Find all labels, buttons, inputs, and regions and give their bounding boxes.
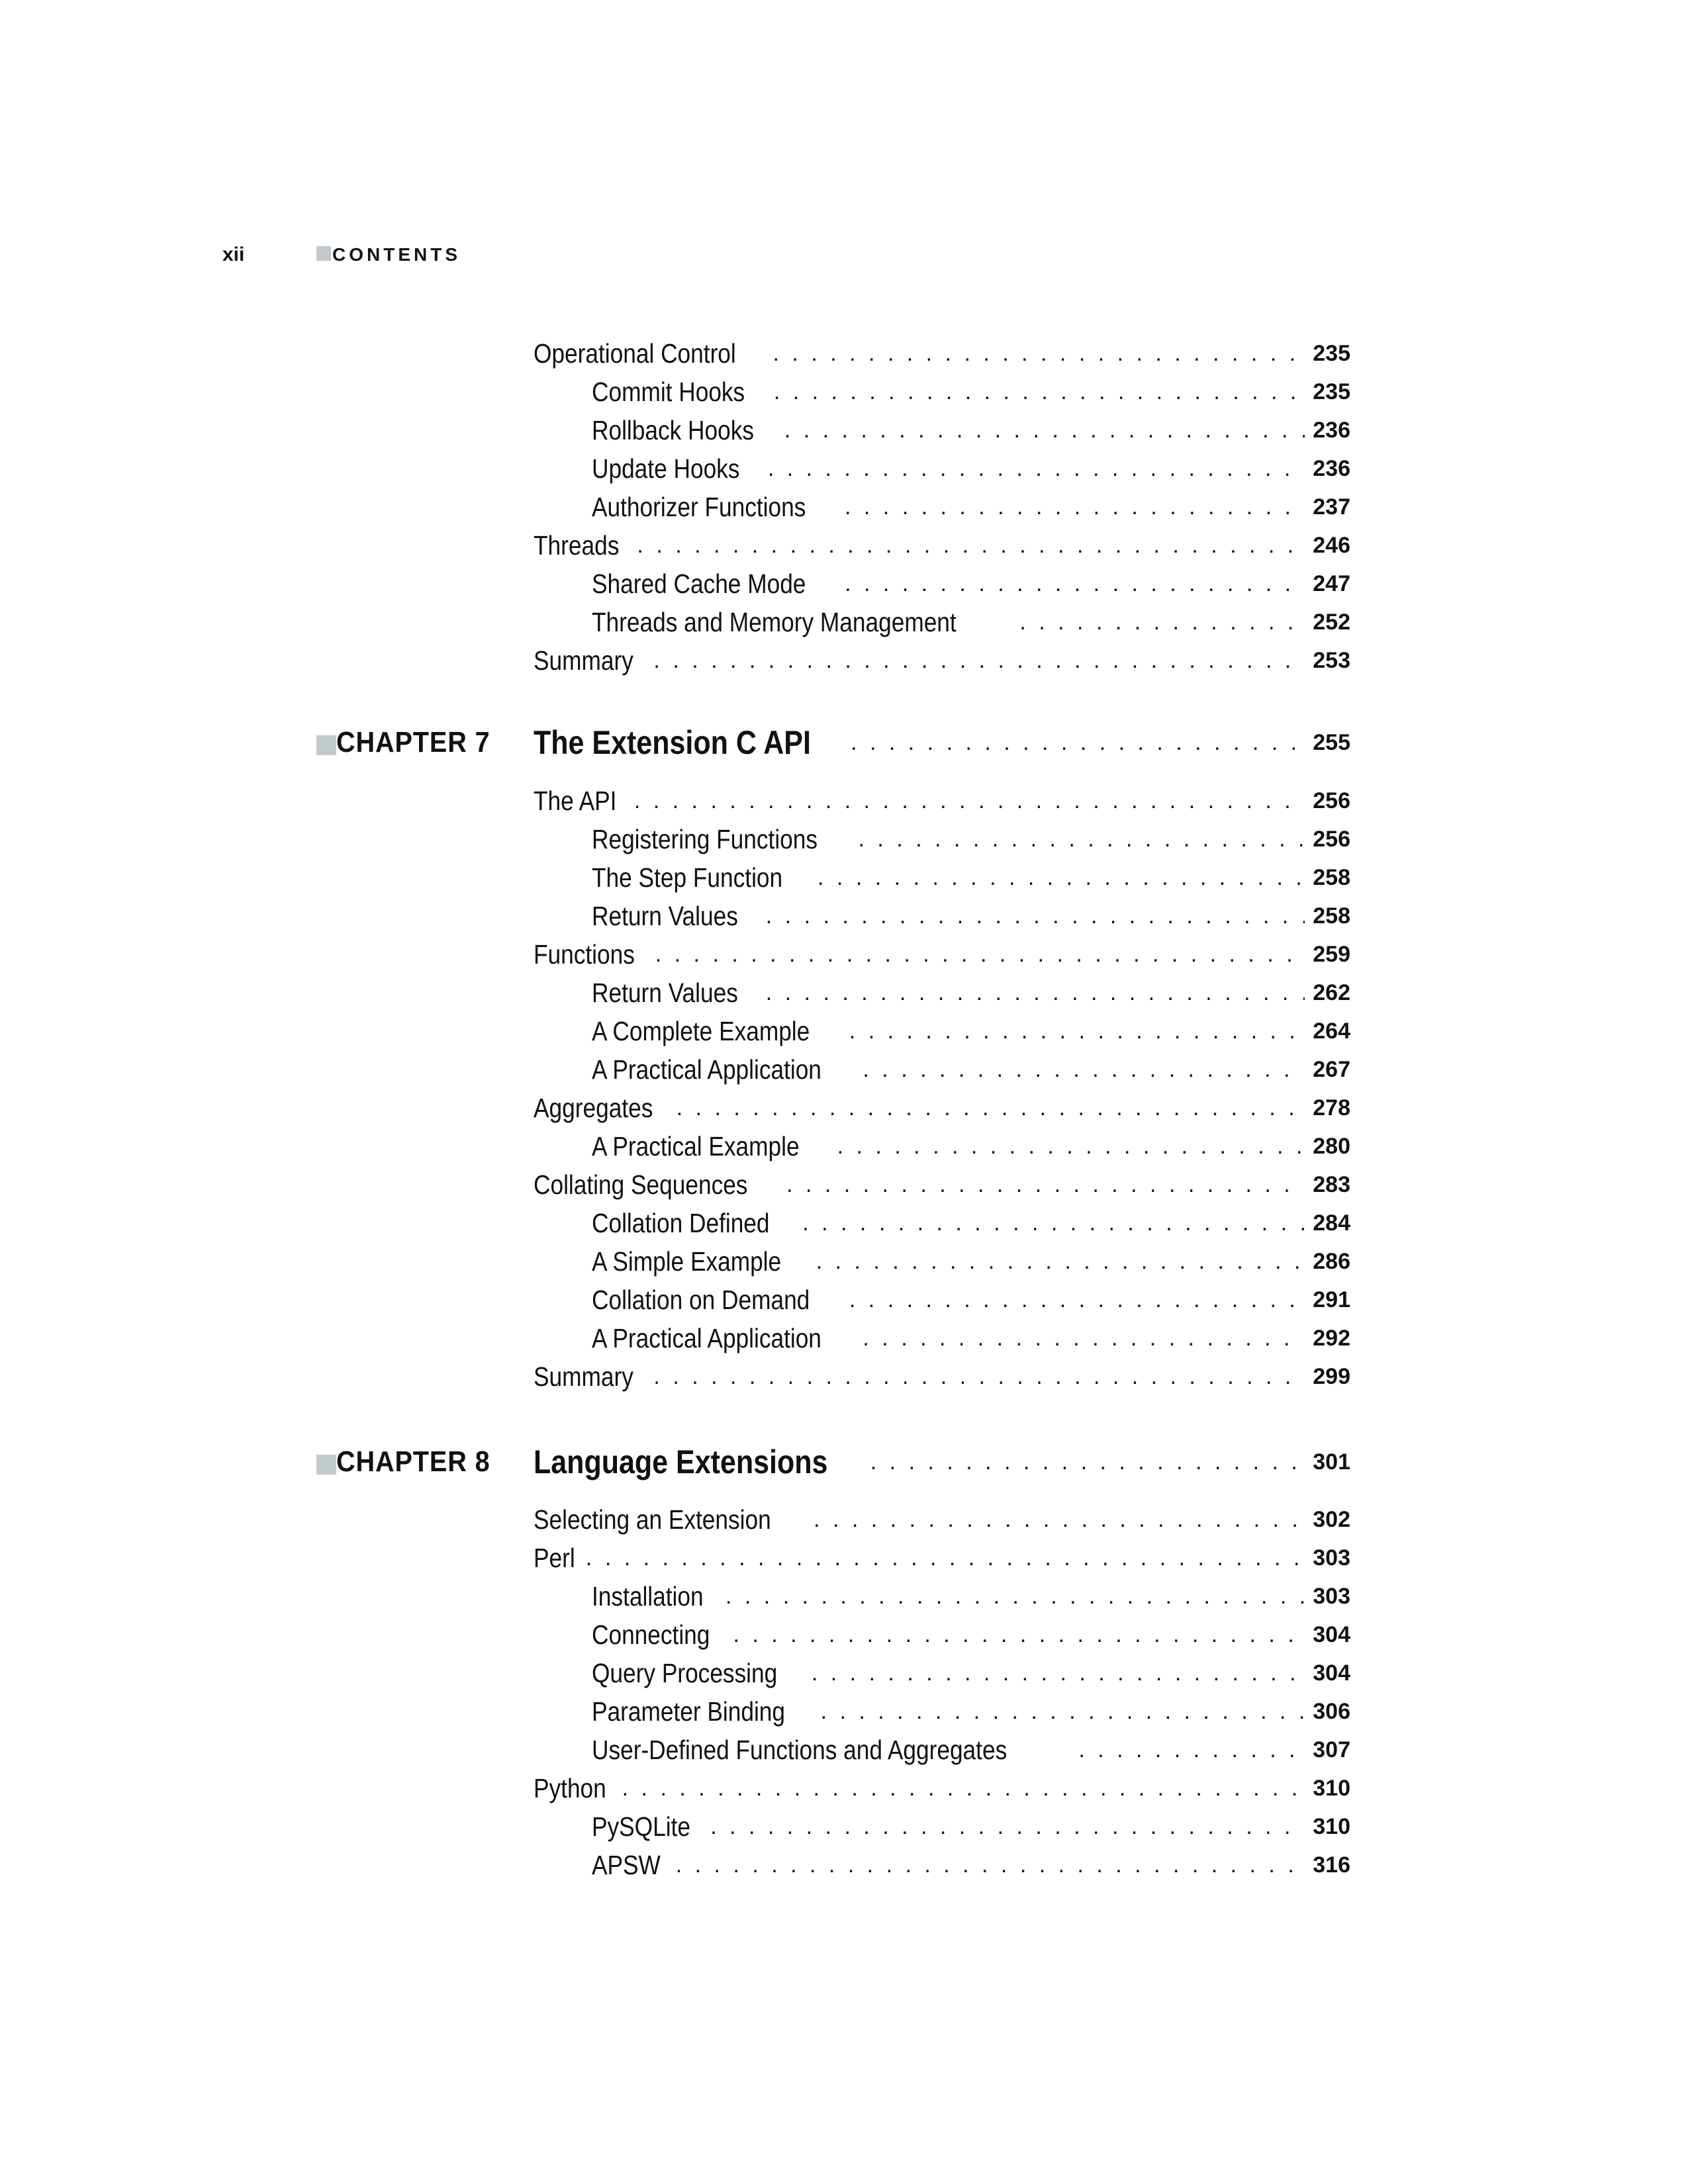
toc-entry[interactable] [592,1012,1350,1050]
dot-leader [710,1814,1305,1840]
toc-entry-title: APSW [592,1849,661,1880]
toc-entry-page: 256 [1313,788,1350,813]
toc-entry[interactable] [592,858,1350,897]
toc-entry[interactable] [592,411,1350,449]
toc-entry-page: 236 [1313,455,1350,481]
toc-entry[interactable] [592,897,1350,935]
toc-entry-title: A Practical Application [592,1322,821,1353]
toc-entry[interactable] [534,1089,1350,1127]
toc-entry-page: 286 [1313,1248,1350,1274]
toc-entry[interactable] [592,1127,1350,1165]
toc-entry-page: 237 [1313,494,1350,520]
toc-entry[interactable] [534,1357,1350,1396]
dot-leader [637,533,1305,559]
header-marker-square [316,246,331,261]
toc-entry[interactable] [534,1769,1350,1807]
dot-leader [859,827,1305,852]
dot-leader [837,1134,1305,1160]
toc-entry-title: Installation [592,1580,704,1612]
toc-entry[interactable] [592,1846,1350,1884]
toc-entry-page: 246 [1313,532,1350,558]
toc-entry[interactable] [592,1242,1350,1281]
toc-entry[interactable] [534,782,1350,820]
toc-entry-page: 303 [1313,1583,1350,1609]
toc-entry-title: User-Defined Functions and Aggregates [592,1734,1008,1765]
toc-entry[interactable] [534,641,1350,680]
dot-leader [821,1699,1305,1725]
dot-leader [634,788,1305,814]
toc-entry[interactable] [592,1692,1350,1731]
dot-leader [586,1545,1305,1571]
toc-entry[interactable] [534,935,1350,974]
toc-entry-title: Query Processing [592,1657,778,1688]
dot-leader [816,1249,1305,1275]
toc-entry-title: Collating Sequences [534,1169,748,1200]
toc-entry-title: Rollback Hooks [592,414,754,445]
toc-entry-title: Commit Hooks [592,376,745,407]
toc-entry-page: 267 [1313,1056,1350,1082]
toc-entry-title: Operational Control [534,338,736,369]
toc-entry[interactable] [592,603,1350,641]
dot-leader [851,730,1305,756]
toc-entry-page: 303 [1313,1545,1350,1570]
toc-entry-title: Return Values [592,977,738,1008]
toc-entry-title: Threads and Memory Management [592,606,957,637]
toc-entry[interactable] [592,1807,1350,1846]
dot-leader [812,1661,1305,1686]
toc-entry-page: 262 [1313,979,1350,1005]
toc-entry-title: A Practical Application [592,1054,821,1085]
toc-entry[interactable] [534,526,1350,565]
toc-entry-page: 310 [1313,1813,1350,1839]
chapter-title-row [534,1439,1350,1485]
toc-entry[interactable] [592,488,1350,526]
toc-entry-page: 278 [1313,1095,1350,1120]
toc-entry-title: Summary [534,1361,633,1392]
dot-leader [766,980,1305,1006]
dot-leader [676,1852,1305,1878]
dot-leader [733,1622,1305,1648]
toc-entry[interactable] [592,373,1350,411]
page-number: xii [222,244,245,265]
toc-entry[interactable] [592,1319,1350,1357]
toc-entry-title: Functions [534,938,635,970]
toc-entry[interactable] [592,1577,1350,1615]
toc-entry-page: 235 [1313,379,1350,404]
toc-entry-title: Update Hooks [592,453,740,484]
dot-leader [622,1776,1305,1801]
toc-entry[interactable] [592,820,1350,858]
toc-entry-title: A Practical Example [592,1130,800,1161]
toc-entry[interactable] [592,1731,1350,1769]
dot-leader [1019,610,1305,635]
chapter-page: 255 [1313,729,1350,755]
toc-entry[interactable] [534,1500,1350,1539]
chapter-label: CHAPTER 7 [336,726,491,758]
dot-leader [849,1019,1305,1044]
toc-entry-title: Authorizer Functions [592,491,806,522]
toc-entry-page: 310 [1313,1775,1350,1801]
dot-leader [814,1507,1305,1533]
toc-entry-title: A Complete Example [592,1015,810,1046]
toc-entry[interactable] [534,1539,1350,1577]
chapter-title-row [534,719,1350,766]
toc-entry-title: The Step Function [592,862,783,893]
toc-entry-page: 256 [1313,826,1350,852]
dot-leader [726,1584,1305,1610]
toc-entry-title: PySQLite [592,1811,690,1842]
toc-entry[interactable] [592,1615,1350,1654]
dot-leader [766,903,1305,929]
dot-leader [768,456,1305,482]
chapter-title: The Extension C API [534,724,811,761]
toc-entry-title: Shared Cache Mode [592,568,806,599]
dot-leader [863,1326,1305,1351]
toc-entry-page: 291 [1313,1287,1350,1312]
toc-entry-title: Aggregates [534,1092,653,1123]
dot-leader [784,418,1305,443]
toc-entry[interactable] [592,1281,1350,1319]
toc-entry-page: 304 [1313,1660,1350,1686]
toc-entry-title: Collation on Demand [592,1284,810,1315]
toc-entry-title: Threads [534,529,620,561]
toc-entry[interactable] [592,565,1350,603]
dot-leader [653,1364,1305,1390]
dot-leader [863,1057,1305,1083]
chapter-7-heading[interactable] [0,719,1688,766]
toc-entry-title: Connecting [592,1619,710,1650]
toc-entry-page: 306 [1313,1698,1350,1724]
toc-entry-page: 316 [1313,1852,1350,1878]
toc-entry-page: 284 [1313,1210,1350,1236]
toc-entry-title: Collation Defined [592,1207,770,1238]
toc-entry[interactable] [534,1165,1350,1204]
toc-entry-title: Summary [534,645,633,676]
toc-entry-page: 302 [1313,1506,1350,1532]
dot-leader [655,942,1305,968]
dot-leader [653,648,1305,674]
toc-entry-page: 264 [1313,1018,1350,1044]
toc-entry-page: 299 [1313,1363,1350,1389]
toc-entry-page: 258 [1313,903,1350,929]
toc-entry-title: The API [534,785,617,816]
dot-leader [849,1287,1305,1313]
toc-entry-title: Perl [534,1542,575,1573]
dot-leader [773,341,1305,367]
chapter-label: CHAPTER 8 [336,1445,491,1478]
toc-entry-title: Parameter Binding [592,1696,786,1727]
toc-entry-page: 258 [1313,864,1350,890]
dot-leader [802,1210,1305,1236]
toc-entry-page: 259 [1313,941,1350,967]
toc-entry[interactable] [592,1050,1350,1089]
toc-entry[interactable] [534,334,1350,373]
toc-entry-page: 252 [1313,609,1350,635]
toc-entry-title: Registering Functions [592,823,818,854]
page-header [0,238,1688,271]
chapter-8-heading[interactable] [0,1439,1688,1485]
dot-leader [774,379,1305,405]
toc-entry[interactable] [592,1204,1350,1242]
toc-entry-title: A Simple Example [592,1246,782,1277]
chapter-page: 301 [1313,1449,1350,1475]
toc-entry-page: 292 [1313,1325,1350,1351]
dot-leader [845,571,1305,597]
toc-entry-page: 253 [1313,647,1350,673]
toc-entry[interactable] [592,449,1350,488]
toc-entry-page: 304 [1313,1621,1350,1647]
toc-entry-title: Selecting an Extension [534,1504,771,1535]
dot-leader [845,494,1305,520]
chapter-title: Language Extensions [534,1443,828,1480]
toc-entry-title: Python [534,1772,606,1803]
toc-entry[interactable] [592,974,1350,1012]
toc-entry[interactable] [592,1654,1350,1692]
toc-entry-page: 307 [1313,1737,1350,1762]
toc-entry-title: Return Values [592,900,738,931]
dot-leader [677,1095,1305,1121]
dot-leader [870,1449,1305,1475]
chapter-marker-square [316,1455,336,1475]
running-header: CONTENTS [332,244,461,265]
dot-leader [786,1172,1305,1198]
toc-entry-page: 283 [1313,1171,1350,1197]
dot-leader [1078,1737,1305,1763]
toc-entry-page: 236 [1313,417,1350,443]
toc-entry-page: 280 [1313,1133,1350,1159]
dot-leader [818,865,1305,891]
chapter-marker-square [316,735,336,755]
toc-entry-page: 247 [1313,570,1350,596]
toc-entry-page: 235 [1313,340,1350,366]
